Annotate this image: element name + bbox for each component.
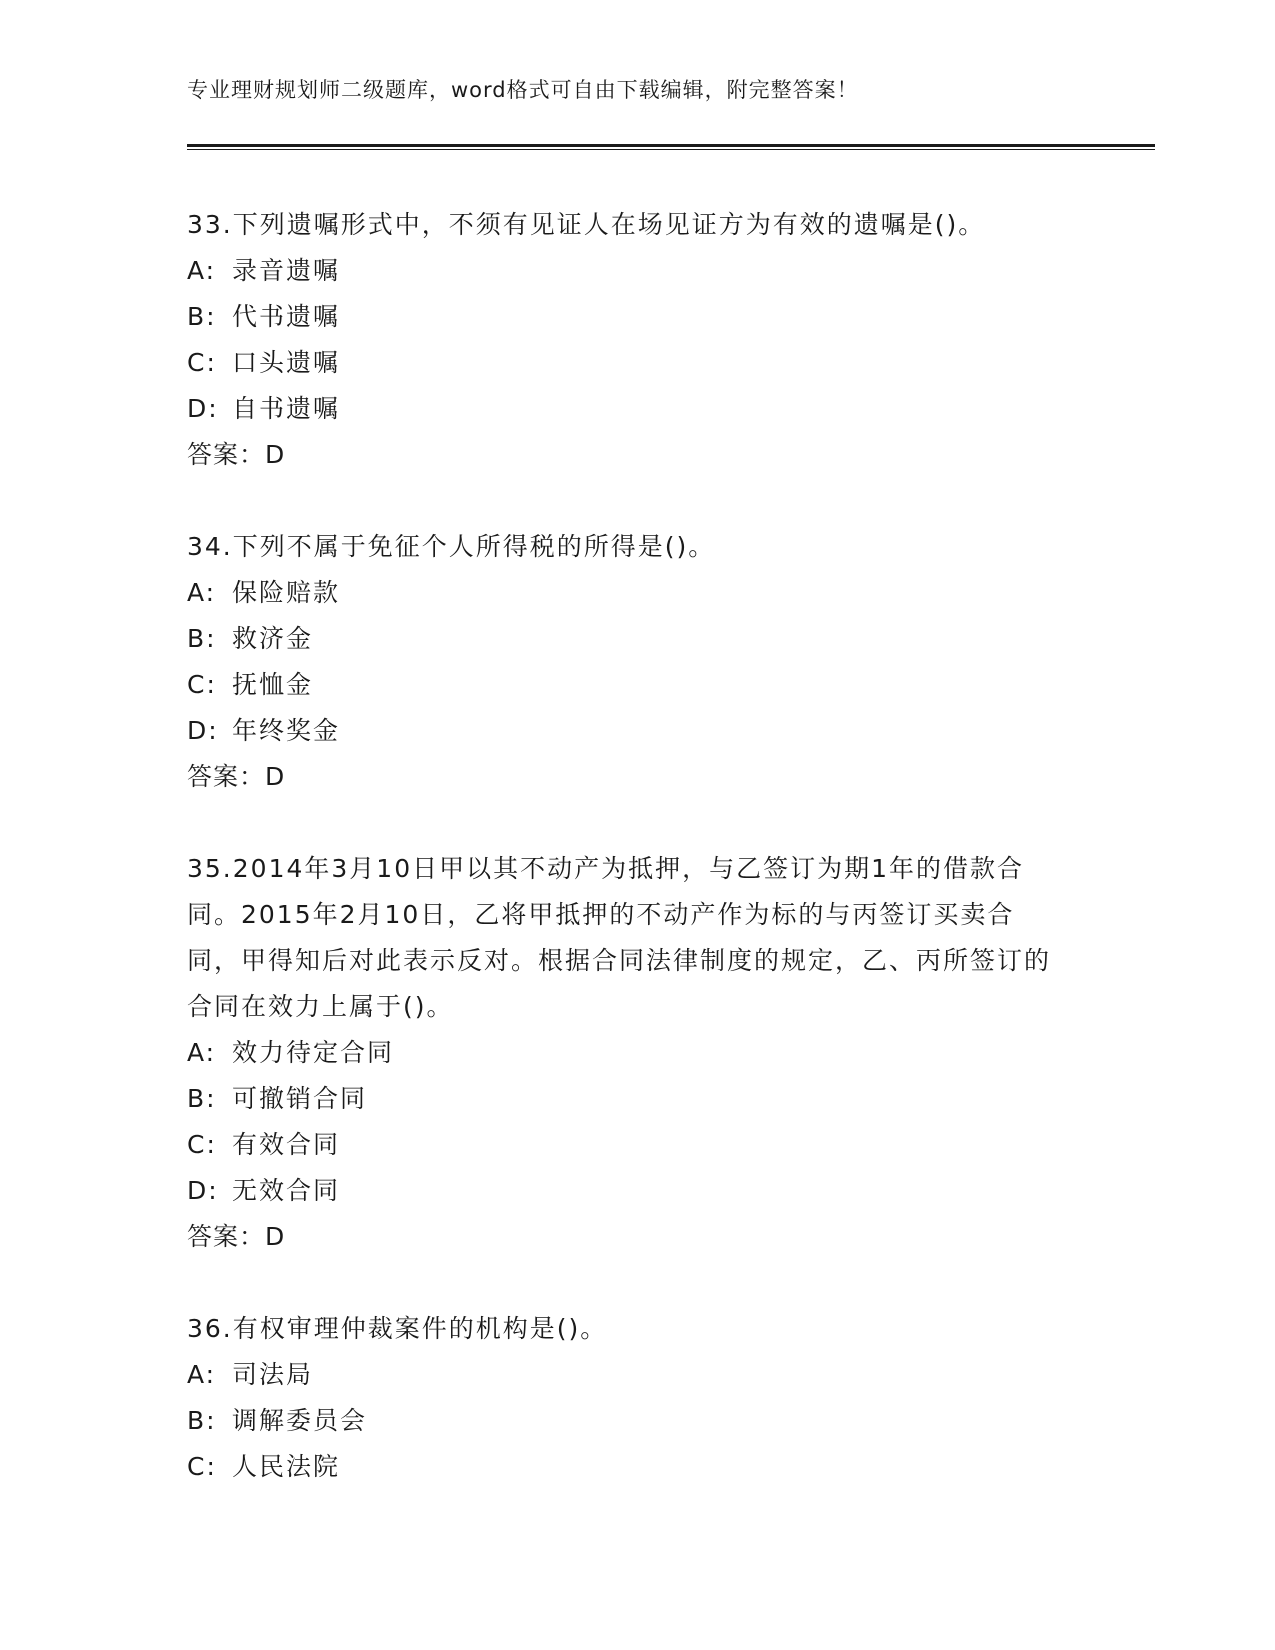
option-key: B: — [187, 1084, 217, 1113]
option-a — [187, 1030, 1087, 1076]
option-text: 口头遗嘱 — [232, 348, 341, 377]
option-d — [187, 708, 1087, 754]
option-key: D: — [187, 1176, 219, 1205]
option-text: 保险赔款 — [232, 578, 341, 607]
question-34 — [187, 524, 1087, 800]
option-c — [187, 340, 1087, 386]
page-header: 专业理财规划师二级题库，word格式可自由下载编辑，附完整答案！ — [187, 78, 859, 102]
option-text: 代书遗嘱 — [232, 302, 341, 331]
option-d — [187, 386, 1087, 432]
option-text: 调解委员会 — [232, 1406, 368, 1435]
option-text: 有效合同 — [232, 1130, 341, 1159]
option-key: B: — [187, 624, 217, 653]
question-stem: 33.下列遗嘱形式中，不须有见证人在场见证方为有效的遗嘱是()。 — [187, 210, 986, 239]
option-a — [187, 248, 1087, 294]
option-c — [187, 1122, 1087, 1168]
option-key: B: — [187, 302, 217, 331]
option-c — [187, 1444, 1087, 1490]
option-text: 抚恤金 — [232, 670, 314, 699]
option-key: A: — [187, 256, 217, 285]
option-key: C: — [187, 1130, 217, 1159]
option-a — [187, 1352, 1087, 1398]
answer-line: 答案：D — [187, 440, 286, 469]
question-stem: 35.2014年3月10日甲以其不动产为抵押，与乙签订为期1年的借款合同。2015年2月10日，乙将甲抵押的不动产作为标的与丙签订买卖合同，甲得知后对此表示反对。根据合同法律制度的规定，乙、丙所签订的合同在效力上属于()。 — [187, 854, 1052, 1021]
option-b — [187, 616, 1087, 662]
option-text: 录音遗嘱 — [232, 256, 341, 285]
option-text: 救济金 — [232, 624, 314, 653]
header-rule-thick — [187, 144, 1155, 147]
option-key: C: — [187, 1452, 217, 1481]
option-key: C: — [187, 670, 217, 699]
option-key: D: — [187, 716, 219, 745]
question-stem: 34.下列不属于免征个人所得税的所得是()。 — [187, 532, 716, 561]
option-text: 可撤销合同 — [232, 1084, 368, 1113]
option-text: 年终奖金 — [232, 716, 341, 745]
answer-line: 答案：D — [187, 762, 286, 791]
header-rule-thin — [187, 149, 1155, 150]
option-text: 司法局 — [232, 1360, 314, 1389]
option-c — [187, 662, 1087, 708]
option-key: B: — [187, 1406, 217, 1435]
question-35 — [187, 846, 1087, 1260]
option-d — [187, 1168, 1087, 1214]
option-key: A: — [187, 578, 217, 607]
option-text: 人民法院 — [232, 1452, 341, 1481]
option-b — [187, 1076, 1087, 1122]
question-36 — [187, 1306, 1087, 1490]
option-key: D: — [187, 394, 219, 423]
answer-line: 答案：D — [187, 1222, 286, 1251]
option-text: 自书遗嘱 — [232, 394, 341, 423]
question-list — [187, 202, 1087, 1536]
option-key: C: — [187, 348, 217, 377]
option-key: A: — [187, 1038, 217, 1067]
option-key: A: — [187, 1360, 217, 1389]
question-stem: 36.有权审理仲裁案件的机构是()。 — [187, 1314, 608, 1343]
option-b — [187, 1398, 1087, 1444]
option-text: 效力待定合同 — [232, 1038, 395, 1067]
question-33 — [187, 202, 1087, 478]
option-a — [187, 570, 1087, 616]
option-b — [187, 294, 1087, 340]
option-text: 无效合同 — [232, 1176, 341, 1205]
